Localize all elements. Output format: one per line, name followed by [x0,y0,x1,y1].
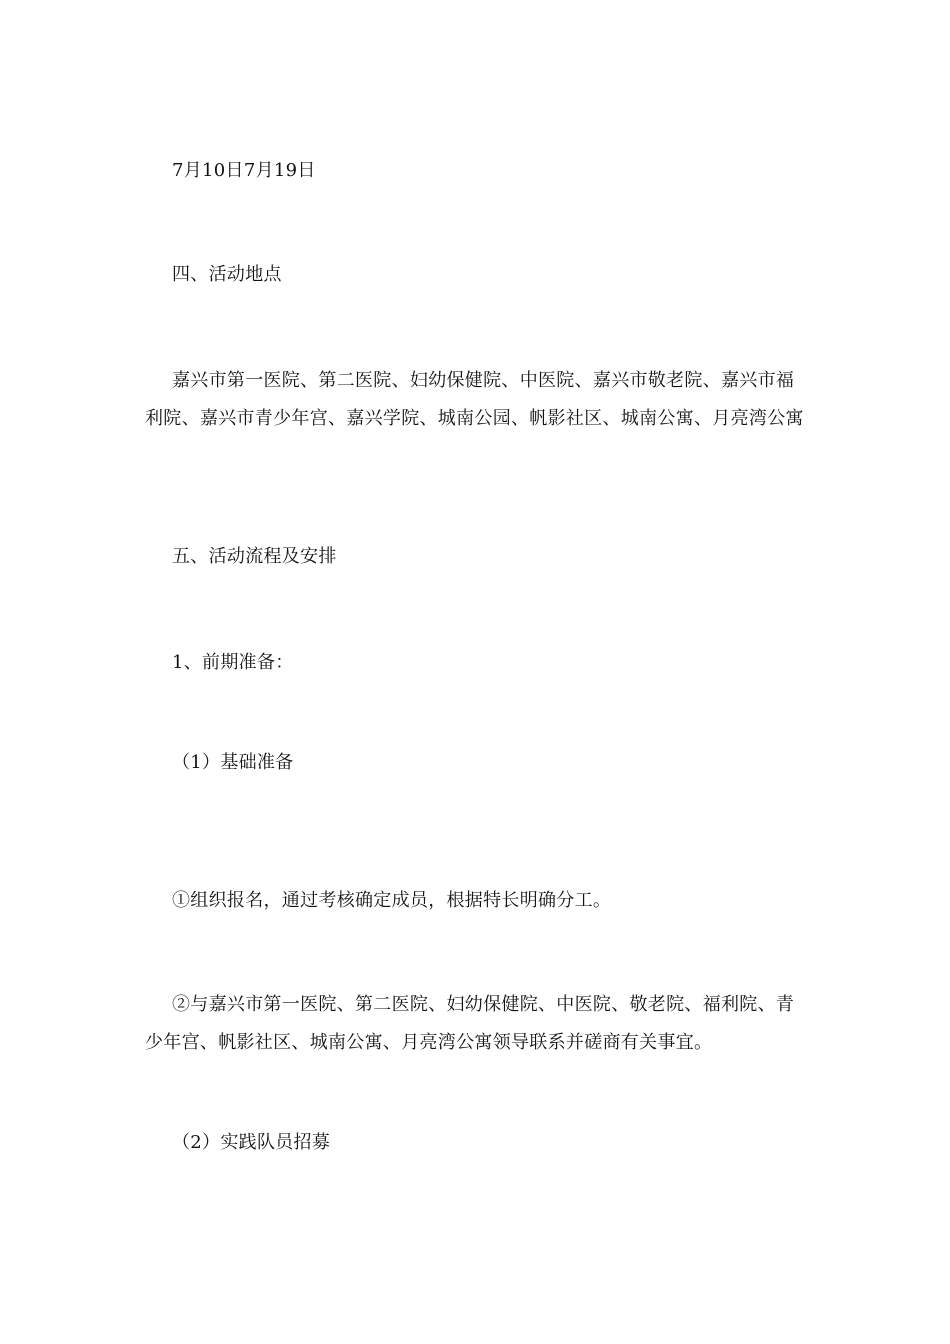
section-heading-activity-location: 四、活动地点 [172,264,282,285]
list-item-contact-leaders: ②与嘉兴市第一医院、第二医院、妇幼保健院、中医院、敬老院、福利院、青少年宫、帆影社区、城南公寓、月亮湾公寓领导联系并磋商有关事宜。 [145,994,795,1053]
subsection-heading-preparation: 1、前期准备： [172,652,294,673]
subsection-heading-volunteer-recruitment: （2）实践队员招募 [172,1132,331,1153]
subsection-heading-basic-preparation: （1）基础准备 [172,752,294,773]
list-item-registration: ①组织报名，通过考核确定成员，根据特长明确分工。 [172,890,612,911]
activity-location-list: 嘉兴市第一医院、第二医院、妇幼保健院、中医院、嘉兴市敬老院、嘉兴市福利院、嘉兴市青少年宫、嘉兴学院、城南公园、帆影社区、城南公寓、月亮湾公寓 [145,370,804,429]
section-heading-activity-process: 五、活动流程及安排 [172,546,337,567]
activity-date-text: 7月10日7月19日 [172,160,316,181]
